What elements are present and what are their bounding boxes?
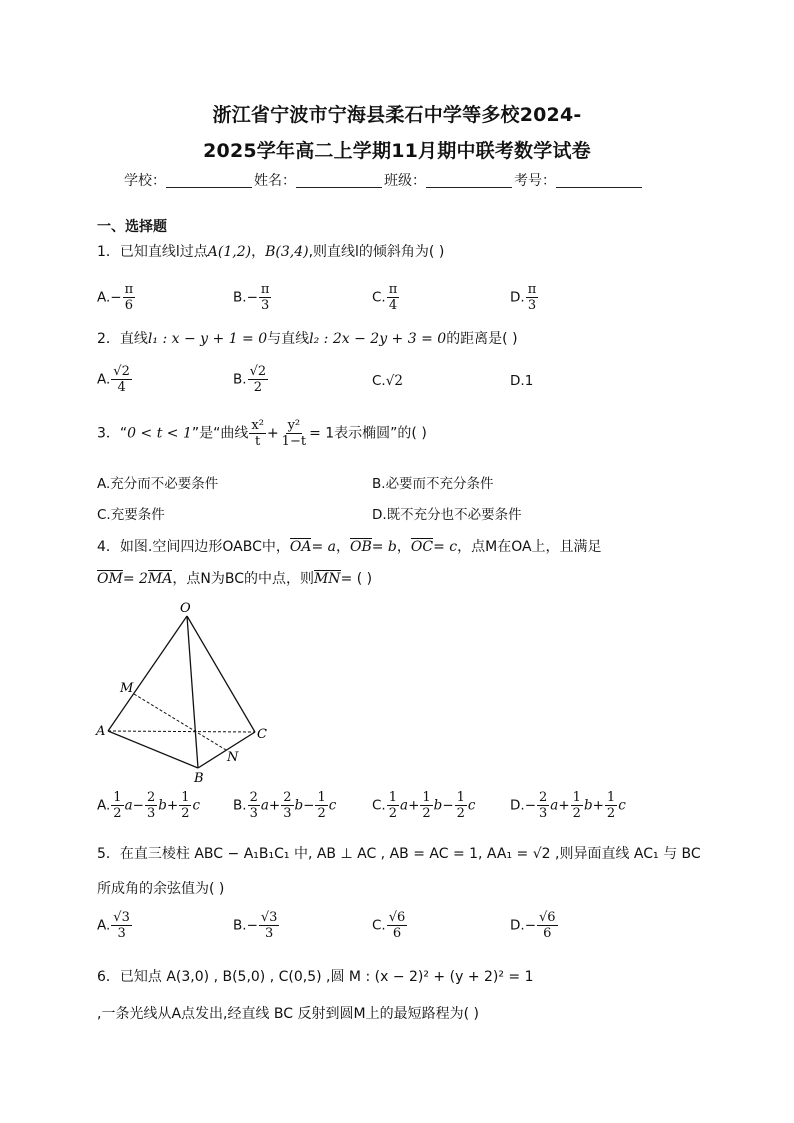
q2-option-c[interactable]: C.√2 <box>372 373 403 389</box>
tetrahedron-figure <box>90 598 280 784</box>
q5-option-c[interactable]: C. $\frac{√6}{6}$ <box>372 910 406 941</box>
class-blank[interactable] <box>426 173 512 188</box>
section-title: 一、选择题 <box>97 219 167 235</box>
q4-option-b[interactable]: B. $\frac{2}{3}$ a+ $\frac{2}{3}$ b− $\frac{1}{2}$ c <box>233 790 337 821</box>
q1-prefix: 1．已知直线l过点 <box>97 244 208 260</box>
q5-option-b[interactable]: B.− $\frac{√3}{3}$ <box>233 910 278 941</box>
edge-ob <box>187 616 198 768</box>
q2-option-d[interactable]: D.1 <box>510 373 534 389</box>
q1-option-a[interactable]: A.− $\frac{\pi}{6}$ <box>97 282 134 313</box>
question-5-line2: 所成角的余弦值为( ) <box>97 881 225 897</box>
question-5-line1: 5．在直三棱柱 ABC − A₁B₁C₁ 中, AB ⊥ AC , AB = AC = 1, AA₁ = √2 ,则异面直线 AC₁ 与 BC <box>97 846 701 862</box>
label-o: O <box>180 601 191 616</box>
q2-option-b[interactable]: B. $\frac{√2}{2}$ <box>233 364 267 395</box>
label-c: C <box>257 727 267 742</box>
school-label: 学校： <box>124 173 166 189</box>
edge-oa <box>108 616 187 731</box>
q2-line-l1: l₁ : x − y + 1 = 0 <box>147 331 268 347</box>
q5-option-a[interactable]: A. $\frac{√3}{3}$ <box>97 910 130 941</box>
q1-option-b[interactable]: B.− $\frac{\pi}{3}$ <box>233 282 270 313</box>
q4-option-d[interactable]: D.− $\frac{2}{3}$ a+ $\frac{1}{2}$ b+ $\frac{1}{2}$ c <box>510 790 626 821</box>
question-4-line2: OM= 2MA，点N为BC的中点，则MN= ( ) <box>97 571 373 587</box>
q4-option-a[interactable]: A. $\frac{1}{2}$ a− $\frac{2}{3}$ b+ $\frac{1}{2}$ c <box>97 790 201 821</box>
exam-no-blank[interactable] <box>556 173 642 188</box>
question-3: 3．“0 < t < 1”是“曲线 $\frac{\text{x²}}{t}$ + $\frac{\text{y²}}{1-t}$ = 1表示椭圆”的( ) <box>97 418 427 449</box>
q2-line-l2: l₂ : 2x − 2y + 3 = 0 <box>309 331 447 347</box>
edge-ab <box>108 731 198 768</box>
q2-option-a[interactable]: A. $\frac{√2}{4}$ <box>97 364 130 395</box>
q1-point-a: A(1,2) <box>207 244 252 260</box>
q1-option-d[interactable]: D. $\frac{\pi}{3}$ <box>510 282 537 313</box>
exam-title-line1: 浙江省宁波市宁海县柔石中学等多校2024- <box>212 104 582 126</box>
exam-no-label: 考号： <box>514 173 556 189</box>
name-label: 姓名： <box>254 173 296 189</box>
q5-option-d[interactable]: D.− $\frac{√6}{6}$ <box>510 910 556 941</box>
question-6-line2: ,一条光线从A点发出,经直线 BC 反射到圆M上的最短路程为( ) <box>97 1006 479 1022</box>
school-blank[interactable] <box>166 173 252 188</box>
q4-option-c[interactable]: C. $\frac{1}{2}$ a+ $\frac{1}{2}$ b− $\frac{1}{2}$ c <box>372 790 476 821</box>
label-m: M <box>120 681 134 696</box>
segment-mn-hidden <box>134 694 226 750</box>
question-2: 2．直线l₁ : x − y + 1 = 0与直线l₂ : 2x − 2y + 3 = 0的距离是( ) <box>97 331 518 347</box>
label-a: A <box>96 724 106 739</box>
label-b: B <box>194 771 204 784</box>
exam-title-line2: 2025学年高二上学期11月期中联考数学试卷 <box>203 140 591 162</box>
question-1: 1．已知直线l过点A(1,2)，B(3,4),则直线l的倾斜角为( ) <box>97 244 445 260</box>
student-info-row <box>124 170 644 190</box>
q3-condition: 0 < t < 1 <box>127 425 192 442</box>
q3-option-d[interactable]: D.既不充分也不必要条件 <box>372 507 522 523</box>
question-4-line1: 4．如图.空间四边形OABC中，OA= a，OB= b，OC= c，点M在OA上，且满足 <box>97 539 602 555</box>
q3-option-b[interactable]: B.必要而不充分条件 <box>372 476 494 492</box>
q3-option-c[interactable]: C.充要条件 <box>97 507 165 523</box>
q1-option-c[interactable]: C. $\frac{\pi}{4}$ <box>372 282 398 313</box>
question-6-line1: 6．已知点 A(3,0) , B(5,0) , C(0,5) ,圆 M : (x − 2)² + (y + 2)² = 1 <box>97 969 534 985</box>
q1-point-b: B(3,4) <box>265 244 309 260</box>
edge-oc <box>187 616 255 732</box>
class-label: 班级： <box>384 173 426 189</box>
label-n: N <box>227 750 239 765</box>
q1-suffix: ,则直线l的倾斜角为( ) <box>308 244 445 260</box>
edge-ac-hidden <box>108 731 255 732</box>
name-blank[interactable] <box>296 173 382 188</box>
q3-option-a[interactable]: A.充分而不必要条件 <box>97 476 219 492</box>
